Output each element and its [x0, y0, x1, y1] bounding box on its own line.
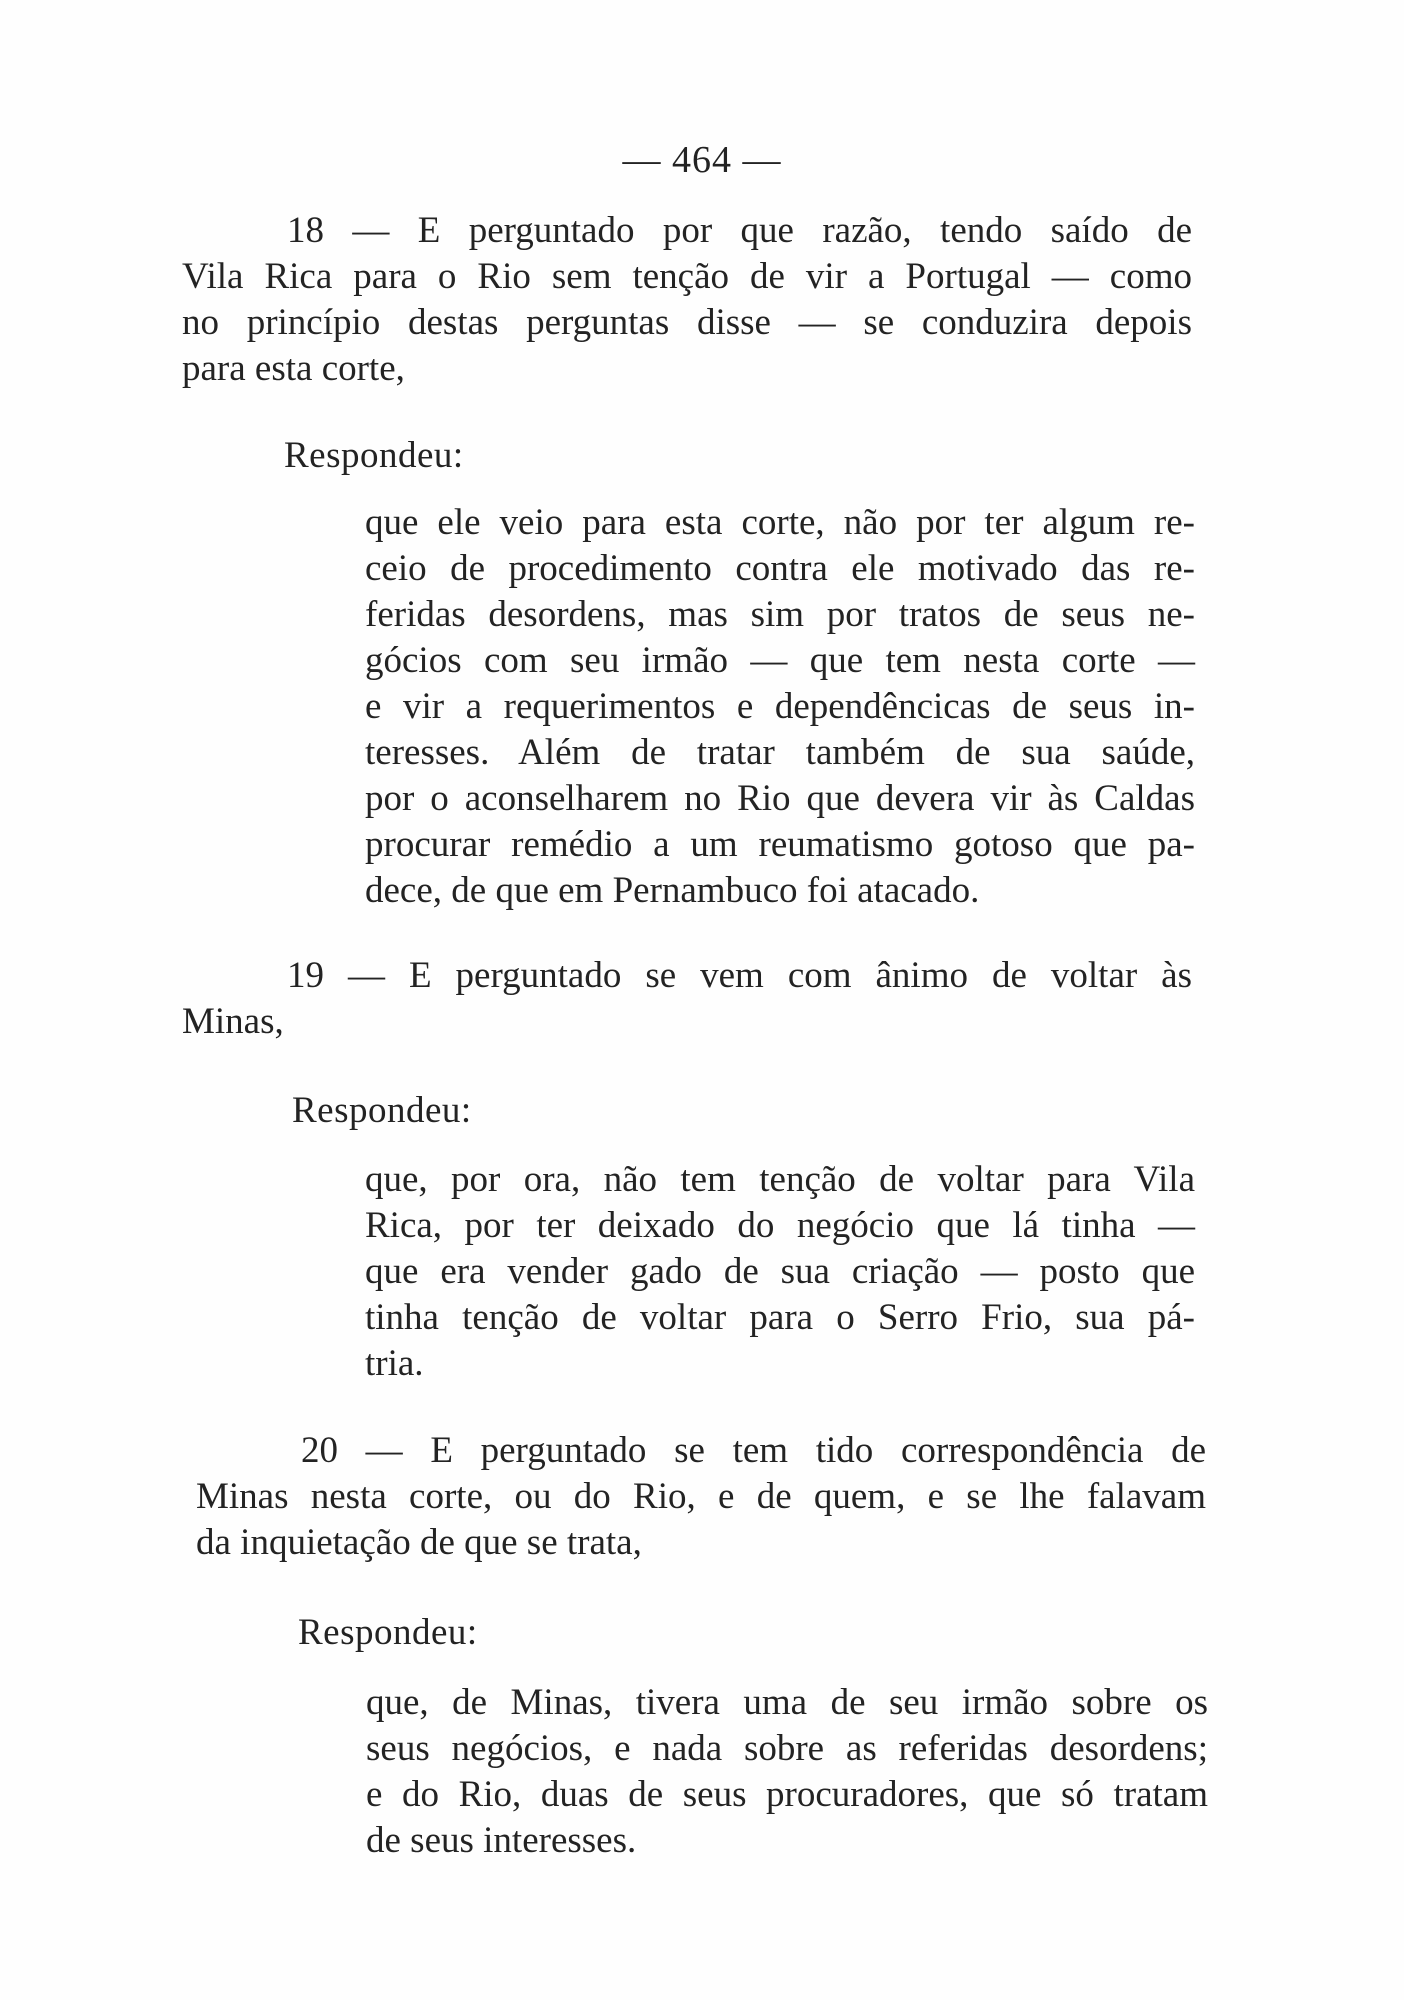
answer-18 [365, 500, 1195, 914]
answer-18-line: dece, de que em Pernambuco foi atacado. [365, 870, 980, 911]
respondeu-label-18: Respondeu: [284, 435, 464, 476]
question-19 [182, 953, 1192, 1045]
question-18-line: para esta corte, [182, 348, 405, 389]
answer-20-line: de seus interesses. [366, 1820, 637, 1861]
answer-18-line: que ele veio para esta corte, não por ter algum re- [365, 502, 1195, 543]
answer-19 [365, 1157, 1195, 1387]
question-20-line: Minas nesta corte, ou do Rio, e de quem, e se lhe falavam [196, 1476, 1206, 1517]
question-20-line: da inquietação de que se trata, [196, 1522, 642, 1563]
page-number: — 464 — [622, 139, 782, 181]
respondeu-label-20: Respondeu: [298, 1612, 478, 1653]
answer-19-line: que, por ora, não tem tenção de voltar para Vila [365, 1159, 1195, 1200]
answer-18-line: teresses. Além de tratar também de sua saúde, [365, 732, 1195, 773]
question-18-line: Vila Rica para o Rio sem tenção de vir a Portugal — como [182, 256, 1192, 297]
question-18 [182, 208, 1192, 392]
answer-19-line: tria. [365, 1343, 424, 1384]
answer-18-line: e vir a requerimentos e dependêncicas de seus in- [365, 686, 1195, 727]
question-20-line: 20 — E perguntado se tem tido correspondência de [301, 1430, 1206, 1471]
answer-18-line: por o aconselharem no Rio que devera vir às Caldas [365, 778, 1195, 819]
answer-19-line: que era vender gado de sua criação — posto que [365, 1251, 1195, 1292]
answer-20-line: seus negócios, e nada sobre as referidas desordens; [366, 1728, 1208, 1769]
question-19-line: 19 — E perguntado se vem com ânimo de voltar às [287, 955, 1192, 996]
answer-18-line: ceio de procedimento contra ele motivado das re- [365, 548, 1195, 589]
respondeu-label-19: Respondeu: [292, 1090, 472, 1131]
question-18-line: no princípio destas perguntas disse — se conduzira depois [182, 302, 1192, 343]
answer-18-line: feridas desordens, mas sim por tratos de seus ne- [365, 594, 1195, 635]
question-20 [196, 1428, 1206, 1566]
answer-18-line: procurar remédio a um reumatismo gotoso que pa- [365, 824, 1195, 865]
question-18-line: 18 — E perguntado por que razão, tendo saído de [287, 210, 1192, 251]
answer-18-line: gócios com seu irmão — que tem nesta corte — [365, 640, 1195, 681]
answer-19-line: tinha tenção de voltar para o Serro Frio, sua pá- [365, 1297, 1195, 1338]
answer-20-line: e do Rio, duas de seus procuradores, que só tratam [366, 1774, 1208, 1815]
answer-19-line: Rica, por ter deixado do negócio que lá tinha — [365, 1205, 1195, 1246]
question-19-line: Minas, [182, 1001, 284, 1042]
answer-20 [366, 1680, 1208, 1864]
answer-20-line: que, de Minas, tivera uma de seu irmão sobre os [366, 1682, 1208, 1723]
